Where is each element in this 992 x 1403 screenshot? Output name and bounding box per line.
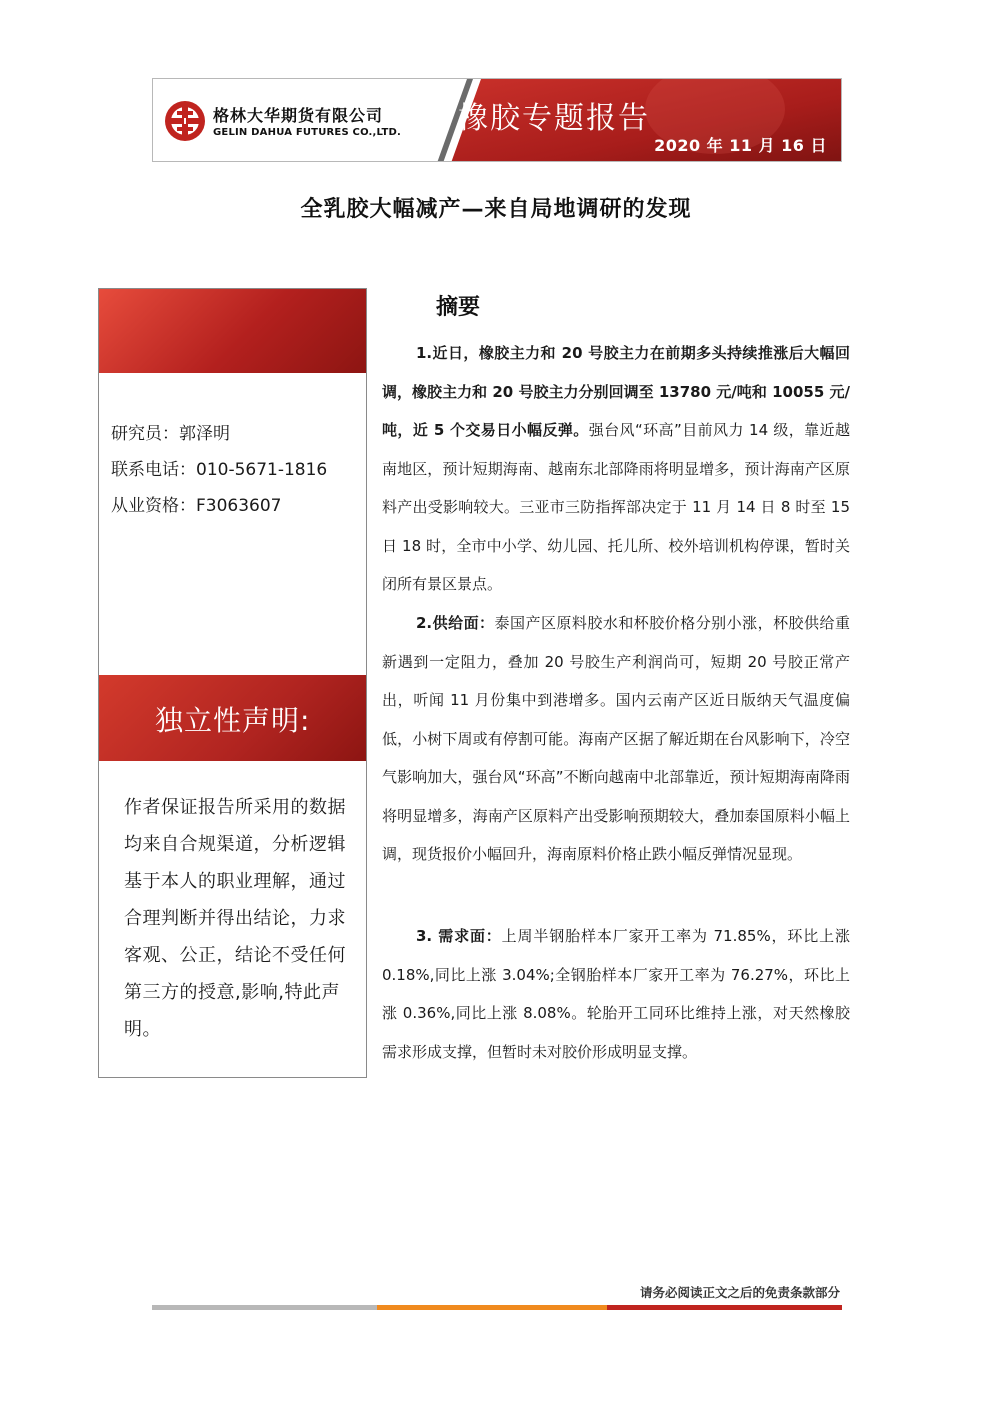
paragraph-3-label: 3. 需求面： — [416, 927, 502, 945]
report-date: 2020 年 11 月 16 日 — [654, 136, 827, 155]
company-name-cn: 格林大华期货有限公司 — [213, 106, 384, 125]
abstract-paragraph-1 — [382, 334, 850, 604]
abstract-paragraph-3 — [382, 917, 850, 1071]
paragraph-2-label: 2.供给面： — [416, 614, 495, 632]
declaration-text: 作者保证报告所采用的数据均来自合规渠道，分析逻辑基于本人的职业理解，通过合理判断并得出结论，力求客观、公正，结论不受任何第三方的授意,影响,特此声明。 — [124, 797, 346, 1040]
disclaimer-note: 请务必阅读正文之后的免责条款部分 — [639, 1285, 840, 1300]
contact-phone: 联系电话：010-5671-1816 — [111, 460, 328, 480]
page-title: 全乳胶大幅减产—来自局地调研的发现 — [300, 197, 692, 222]
paragraph-1-bold: 1.近日，橡胶主力和 20 号胶主力在前期多头持续推涨后大幅回调，橡胶主力和 20 号胶主力分别回调至 13780 元/吨和 10055 元/吨，近 5 个交易日小幅反弹。 — [382, 344, 850, 439]
sidebar-red-header — [99, 289, 366, 373]
sidebar-box — [98, 288, 367, 1078]
paragraph-3-text: 上周半钢胎样本厂家开工率为 71.85%，环比上涨 0.18%,同比上涨 3.04%;全钢胎样本厂家开工率为 76.27%，环比上涨 0.36%,同比上涨 8.08%。轮胎开工同环比维持上涨，对天然橡胶需求形成支撑，但暂时未对胶价形成明显支撑。 — [382, 927, 851, 1061]
researcher-name: 研究员：郭泽明 — [111, 424, 230, 444]
footer-bar-gray — [152, 1305, 377, 1310]
footer-bar-red — [607, 1305, 842, 1310]
paragraph-2-text: 泰国产区原料胶水和杯胶价格分别小涨，杯胶供给重新遇到一定阻力，叠加 20 号胶生产利润尚可，短期 20 号胶正常产出，听闻 11 月份集中到港增多。国内云南产区近日版纳天气温度偏低，小树下周或有停割可能。海南产区据了解近期在台风影响下，冷空气影响加大，强台风“环高”不断向越南中北部靠近，预计短期海南降雨将明显增多，海南产区原料产出受影响预期较大，叠加泰国原料小幅上调，现货报价小幅回升，海南原料价格止跌小幅反弹情况显现。 — [382, 614, 850, 863]
paragraph-1-text: 强台风“环高”目前风力 14 级，靠近越南地区，预计短期海南、越南东北部降雨将明显增多，预计海南产区原料产出受影响较大。三亚市三防指挥部决定于 11 月 14 日 8 时至 15 日 18 时，全市中小学、幼儿园、托儿所、校外培训机构停课，暂时关闭所有景区景点。 — [382, 421, 850, 593]
declaration-title: 独立性声明: — [155, 704, 311, 737]
company-name-en: GELIN DAHUA FUTURES CO.,LTD. — [213, 127, 401, 138]
abstract-heading: 摘要 — [436, 295, 481, 320]
report-type-title: 橡胶专题报告 — [458, 101, 650, 136]
abstract-paragraph-2 — [382, 604, 850, 874]
gelin-dahua-logo-icon — [163, 99, 207, 143]
footer-bar-orange — [377, 1305, 607, 1310]
report-header — [152, 78, 842, 162]
license-number: 从业资格：F3063607 — [111, 496, 282, 516]
company-logo-block — [153, 79, 443, 161]
